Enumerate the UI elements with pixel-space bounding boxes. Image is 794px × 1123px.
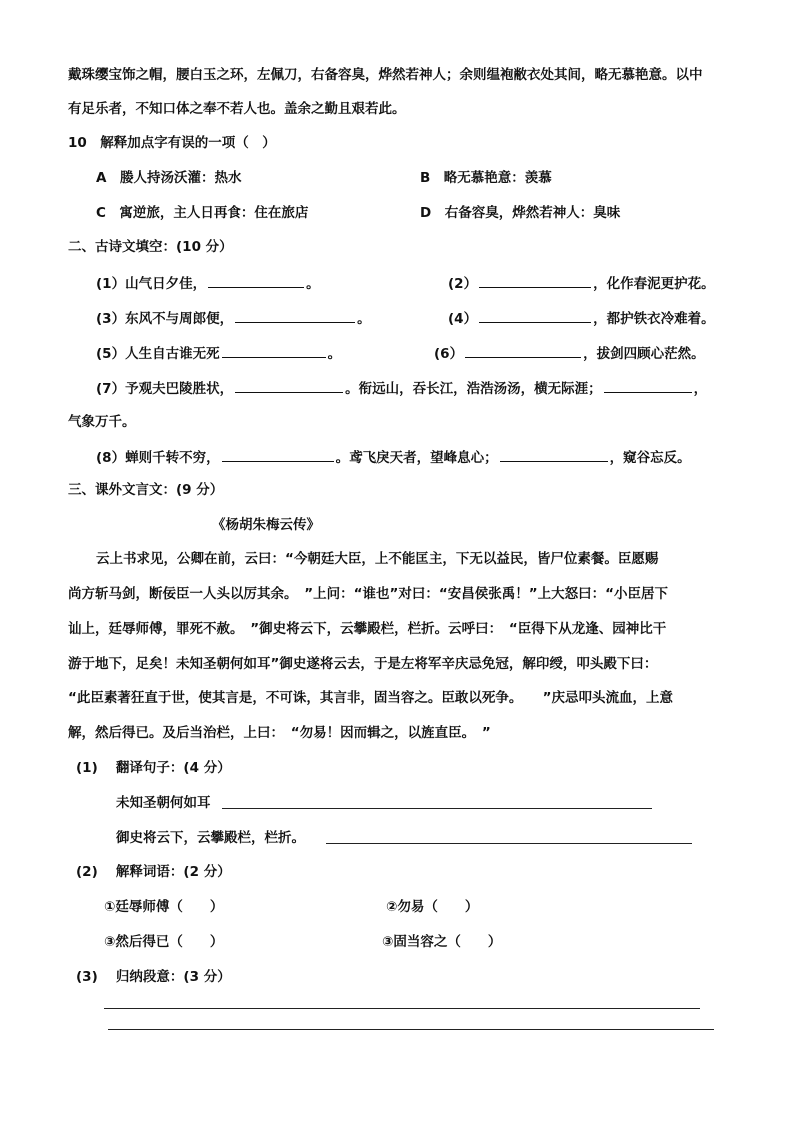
essay-title: 《杨胡朱梅云传》	[212, 517, 320, 533]
passage-line-2: 有足乐者，不知口体之奉不若人也。盖余之勤且艰若此。	[68, 101, 406, 117]
poem-fill-5-prefix: (5）人生自古谁无死	[96, 346, 220, 362]
summary-answer-line-2[interactable]	[108, 1029, 714, 1030]
poem-fill-3-suffix: 。	[357, 311, 371, 327]
poem-fill-4-suffix: ，都护铁衣冷难着。	[593, 311, 715, 327]
answer-blank[interactable]	[235, 308, 355, 323]
essay-line-4: 游于地下，足矣！未知圣朝何如耳”御史遂将云去，于是左将军辛庆忌免冠，解印绶，叩头殿下曰：	[68, 656, 658, 672]
word-item-1: ①廷辱师傅（ ）	[104, 899, 224, 915]
poem-fill-3	[96, 308, 371, 328]
poem-fill-4	[448, 308, 715, 328]
poem-fill-5	[96, 343, 341, 363]
translate-sentence-2: 御史将云下，云攀殿栏，栏折。	[116, 830, 305, 846]
essay-line-1: 云上书求见，公卿在前，云曰：“今朝廷大臣，上不能匡主，下无以益民，皆尸位素餐。臣愿赐	[96, 551, 659, 567]
answer-blank[interactable]	[465, 343, 581, 358]
poem-fill-2-suffix: ，化作春泥更护花。	[593, 276, 715, 292]
word-item-3: ③然后得已（ ）	[104, 934, 224, 950]
poem-fill-7-prefix: (7）予观夫巴陵胜状，	[96, 381, 234, 397]
question-10-option-d: D 右备容臭，烨然若神人：臭味	[420, 205, 621, 221]
word-item-4: ③固当容之（ ）	[382, 934, 502, 950]
poem-fill-4-prefix: (4）	[448, 311, 478, 327]
answer-blank[interactable]	[222, 343, 326, 358]
answer-blank[interactable]	[479, 308, 591, 323]
passage-line-1: 戴珠缨宝饰之帽，腰白玉之环，左佩刀，右备容臭，烨然若神人；余则缊袍敝衣处其间，略无慕艳意。以中	[68, 67, 703, 83]
essay-line-3: 讪上，廷辱师傅，罪死不赦。 ”御史将云下，云攀殿栏，栏折。云呼曰： “臣得下从龙逢、园神比干	[68, 621, 667, 637]
poem-fill-2-prefix: (2）	[448, 276, 478, 292]
answer-blank[interactable]	[222, 447, 334, 462]
word-item-2: ②勿易（ ）	[386, 899, 479, 915]
poem-fill-7-suffix: ，	[693, 381, 708, 397]
answer-blank[interactable]	[479, 273, 591, 288]
essay-line-6: 解，然后得已。及后当治栏，上曰： “勿易！因而辑之，以旌直臣。 ”	[68, 725, 491, 741]
answer-blank[interactable]	[500, 447, 608, 462]
translate-sentence-1: 未知圣朝何如耳	[116, 795, 211, 811]
question-10-option-c: C 寓逆旅，主人日再食：住在旅店	[96, 205, 309, 221]
section-2-title: 二、古诗文填空：(10 分）	[68, 239, 233, 255]
translate-answer-line-1[interactable]	[222, 808, 652, 809]
poem-fill-3-prefix: (3）东风不与周郎便，	[96, 311, 234, 327]
answer-blank[interactable]	[208, 273, 304, 288]
question-10-stem: 10 解释加点字有误的一项（ ）	[68, 135, 276, 151]
essay-line-2: 尚方斩马剑，断佞臣一人头以厉其余。 ”上问：“谁也”对曰：“安昌侯张禹！”上大怒曰：“小臣居下	[68, 586, 668, 602]
poem-fill-1-suffix: 。	[306, 276, 320, 292]
answer-blank[interactable]	[604, 378, 692, 393]
poem-fill-6	[434, 343, 705, 363]
poem-fill-2	[448, 273, 715, 293]
essay-line-5: “此臣素著狂直于世，使其言是，不可诛，其言非，固当容之。臣敢以死争。 ”庆忌叩头流血，上意	[68, 690, 673, 706]
poem-fill-7-middle: 。衔远山，吞长江，浩浩汤汤，横无际涯；	[345, 381, 602, 397]
poem-fill-6-prefix: (6）	[434, 346, 464, 362]
poem-fill-5-suffix: 。	[327, 346, 342, 362]
poem-fill-1-prefix: (1）山气日夕佳，	[96, 276, 207, 292]
section-3-title: 三、课外文言文：(9 分）	[68, 482, 224, 498]
words-label: (2) 解释词语：(2 分）	[76, 864, 231, 880]
poem-fill-1	[96, 273, 320, 293]
poem-fill-8-prefix: (8）蝉则千转不穷，	[96, 450, 220, 466]
poem-fill-7	[96, 378, 707, 398]
question-10-option-a: A 媵人持汤沃灌：热水	[96, 170, 242, 186]
poem-fill-8-suffix: ，窥谷忘反。	[609, 450, 691, 466]
answer-blank[interactable]	[235, 378, 343, 393]
summary-label: (3) 归纳段意：(3 分）	[76, 969, 231, 985]
poem-fill-8-middle: 。鸢飞戾天者，望峰息心；	[335, 450, 498, 466]
poem-fill-7-continuation: 气象万千。	[68, 414, 136, 430]
summary-answer-line-1[interactable]	[104, 1008, 700, 1009]
poem-fill-8	[96, 447, 691, 467]
translate-label: (1) 翻译句子：(4 分）	[76, 760, 231, 776]
question-10-option-b: B 略无慕艳意：羡慕	[420, 170, 552, 186]
translate-answer-line-2[interactable]	[326, 843, 692, 844]
poem-fill-6-suffix: ，拔剑四顾心茫然。	[583, 346, 705, 362]
